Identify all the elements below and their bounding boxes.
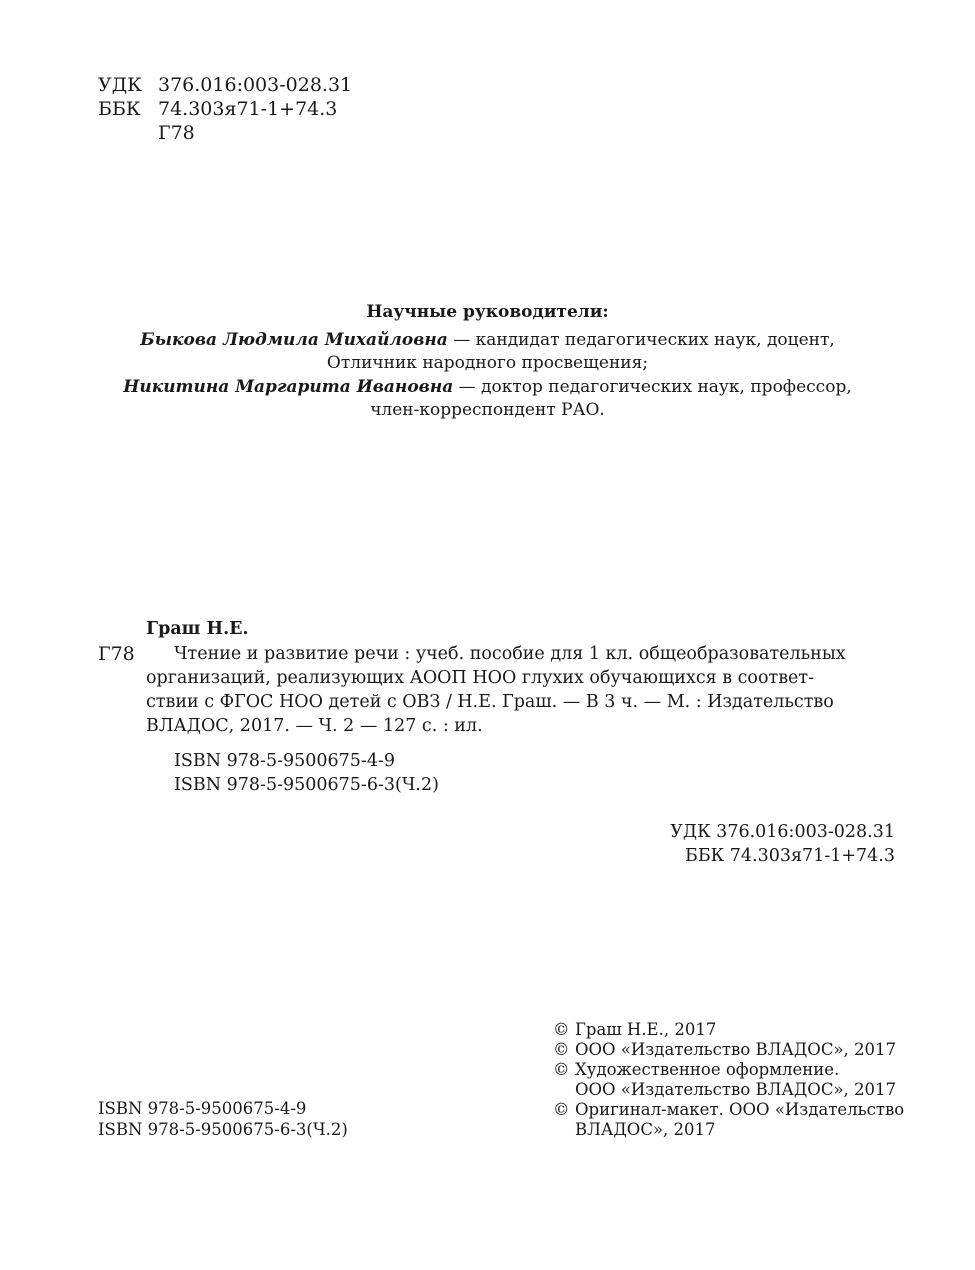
supervisor-1-line2: Отличник народного просвещения; (326, 353, 649, 373)
record-line-2: организаций, реализующих АООП НОО глухих обучающихся в соответ- (146, 668, 814, 688)
record-code: Г78 (98, 643, 135, 665)
supervisors-block (60, 301, 915, 423)
copyright-entry-3-cont: ООО «Издательство ВЛАДОС», 2017 (575, 1080, 897, 1099)
bbk-line (98, 97, 337, 121)
record-udk: УДК 376.016:003-028.31 (670, 822, 895, 842)
supervisor-2-desc: — доктор педагогических наук, профессор, (453, 376, 852, 397)
bottom-isbn-part: ISBN 978-5-9500675-6-3(Ч.2) (98, 1120, 348, 1139)
copyright-entry-3: © Художественное оформление. (553, 1060, 840, 1079)
copyright-entry-4-cont: ВЛАДОС», 2017 (575, 1120, 716, 1139)
bottom-isbn-block (98, 1098, 348, 1140)
supervisors-heading: Научные руководители: (366, 302, 609, 322)
supervisor-1-desc: — кандидат педагогических наук, доцент, (447, 329, 835, 350)
copyright-symbol: © (553, 1040, 570, 1059)
copyright-symbol: © (553, 1100, 570, 1119)
record-isbn-general: ISBN 978-5-9500675-4-9 (174, 751, 396, 771)
supervisor-1-line1 (60, 329, 915, 353)
supervisor-2-name: Никитина Маргарита Ивановна (123, 376, 454, 397)
udk-label: УДК (98, 74, 142, 96)
udk-value: 376.016:003-028.31 (158, 74, 353, 96)
supervisor-2-line1 (60, 376, 915, 400)
copyright-entry-4: © Оригинал-макет. ООО «Издательство (553, 1100, 905, 1119)
supervisor-2-line2: член-корреспондент РАО. (370, 400, 605, 420)
copyright-symbol: © (553, 1060, 570, 1079)
copyright-block (553, 1020, 904, 1140)
record-isbn-part: ISBN 978-5-9500675-6-3(Ч.2) (174, 775, 439, 795)
bottom-isbn-general: ISBN 978-5-9500675-4-9 (98, 1099, 307, 1118)
author-code-top: Г78 (158, 122, 195, 144)
record-line-1: Чтение и развитие речи : учеб. пособие для 1 кл. общеобразовательных (174, 644, 846, 664)
record-line-3: ствии с ФГОС НОО детей с ОВЗ / Н.Е. Граш. — В 3 ч. — М. : Издательство (146, 692, 834, 712)
record-line-4: ВЛАДОС, 2017. — Ч. 2 — 127 с. : ил. (146, 716, 483, 736)
record-bbk: ББК 74.303я71-1+74.3 (684, 846, 895, 866)
bbk-value: 74.303я71-1+74.3 (158, 98, 338, 120)
supervisor-1-name: Быкова Людмила Михайловна (140, 329, 448, 350)
bbk-label: ББК (98, 98, 141, 120)
copyright-symbol: © (553, 1020, 570, 1039)
copyright-entry-2: © ООО «Издательство ВЛАДОС», 2017 (553, 1040, 897, 1059)
record-author: Граш Н.Е. (146, 619, 249, 639)
record-classification (670, 820, 895, 868)
udk-line (98, 73, 352, 97)
copyright-entry-1: © Граш Н.Е., 2017 (553, 1020, 717, 1039)
